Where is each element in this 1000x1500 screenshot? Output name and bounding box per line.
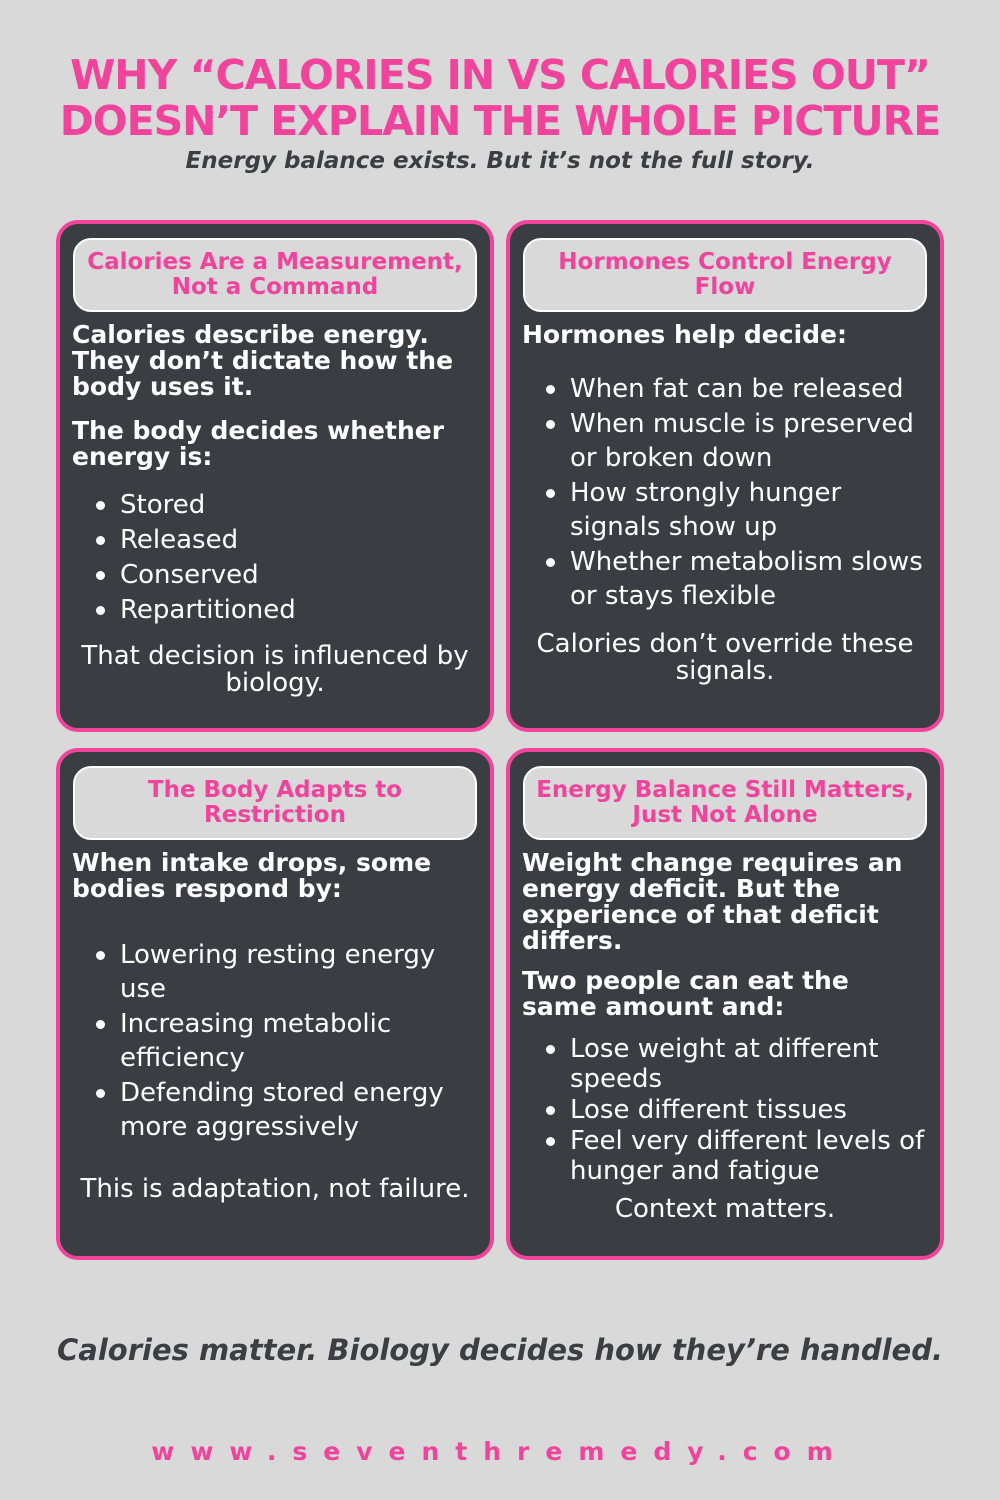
list-item: Stored bbox=[120, 488, 478, 522]
website-url: www.seventhremedy.com bbox=[151, 1437, 849, 1466]
card-body bbox=[72, 850, 478, 1203]
bullet-list bbox=[522, 372, 928, 613]
card-heading: Hormones Control Energy Flow bbox=[523, 238, 927, 312]
list-item: When fat can be released bbox=[570, 372, 928, 406]
list-item: Lose weight at different speeds bbox=[570, 1034, 928, 1094]
bullet-list bbox=[72, 938, 478, 1144]
card-lead: The body decides whether energy is: bbox=[72, 416, 445, 471]
card-body bbox=[522, 322, 928, 685]
card-heading: Calories Are a Measurement, Not a Command bbox=[73, 238, 477, 312]
list-item: Conserved bbox=[120, 558, 478, 592]
list-item: When muscle is preserved or broken down bbox=[570, 407, 928, 475]
list-item: Defending stored energy more aggressively bbox=[120, 1076, 478, 1144]
list-item: Lose different tissues bbox=[570, 1095, 928, 1125]
card-closing: Context matters. bbox=[614, 1194, 836, 1224]
card-heading: The Body Adapts to Restriction bbox=[73, 766, 477, 840]
list-item: Repartitioned bbox=[120, 593, 478, 627]
page-title-line-1: WHY “CALORIES IN VS CALORIES OUT” bbox=[70, 51, 930, 99]
card-lead: Hormones help decide: bbox=[522, 320, 847, 349]
card-closing: Calories don’t override these signals. bbox=[536, 629, 914, 686]
card-lead: When intake drops, some bodies respond by: bbox=[72, 848, 432, 903]
card-intro: Weight change requires an energy deficit. But the experience of that deficit differs. bbox=[522, 848, 903, 955]
list-item: Released bbox=[120, 523, 478, 557]
card-lead: Two people can eat the same amount and: bbox=[522, 966, 849, 1021]
page-subtitle: Energy balance exists. But it’s not the full story. bbox=[185, 148, 815, 174]
card-adapts-restriction bbox=[56, 748, 494, 1260]
list-item: Whether metabolism slows or stays flexible bbox=[570, 545, 928, 613]
card-calories-measurement bbox=[56, 220, 494, 732]
card-closing: That decision is influenced by biology. bbox=[81, 641, 469, 698]
bullet-list bbox=[522, 1034, 928, 1186]
list-item: Increasing metabolic efficiency bbox=[120, 1007, 478, 1075]
card-heading: Energy Balance Still Matters, Just Not Alone bbox=[523, 766, 927, 840]
card-body bbox=[522, 850, 928, 1223]
list-item: How strongly hunger signals show up bbox=[570, 476, 928, 544]
list-item: Feel very different levels of hunger and fatigue bbox=[570, 1126, 928, 1186]
footer-tagline: Calories matter. Biology decides how they’re handled. bbox=[56, 1333, 943, 1367]
card-energy-balance bbox=[506, 748, 944, 1260]
card-hormones bbox=[506, 220, 944, 732]
list-item: Lowering resting energy use bbox=[120, 938, 478, 1006]
bullet-list bbox=[72, 488, 478, 627]
page-title-line-2: DOESN’T EXPLAIN THE WHOLE PICTURE bbox=[59, 97, 941, 145]
card-intro: Calories describe energy. They don’t dictate how the body uses it. bbox=[72, 320, 454, 401]
page-title bbox=[0, 52, 1000, 144]
card-body bbox=[72, 322, 478, 697]
card-closing: This is adaptation, not failure. bbox=[80, 1174, 470, 1204]
